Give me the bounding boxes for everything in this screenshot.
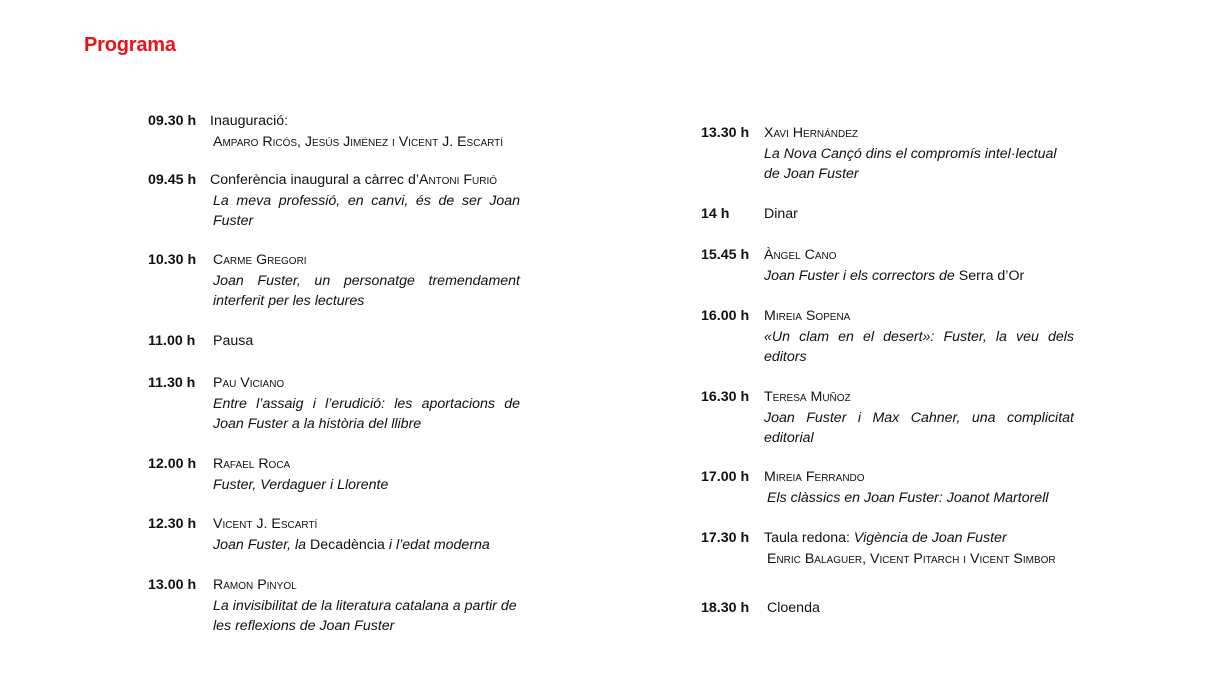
session-speaker: Xavi Hernández — [764, 125, 859, 141]
session-speaker: Pau Viciano — [213, 375, 285, 391]
session-time: 09.30 h — [148, 113, 197, 129]
schedule-item — [148, 373, 520, 435]
session-talk-title: Entre l’assaig i l’erudició: les aportacions de Joan Fuster a la història del llibre — [213, 395, 520, 432]
session-time: 12.30 h — [148, 516, 197, 532]
session-talk-title: La Nova Cançó dins el compromís intel·lectual de Joan Fuster — [764, 145, 1057, 182]
schedule-item — [148, 454, 388, 495]
session-time: 13.00 h — [148, 577, 197, 593]
session-time: 13.30 h — [701, 125, 750, 141]
session-time: 11.00 h — [148, 333, 196, 349]
session-label: Inauguració: — [210, 113, 289, 129]
schedule-item — [701, 306, 1074, 368]
session-speaker: Ramon Pinyol — [213, 577, 297, 593]
session-speakers: Amparo Ricós, Jesús Jiménez i Vicent J. Escartí — [213, 133, 504, 150]
session-speaker: Àngel Cano — [764, 247, 837, 263]
session-talk-title: Joan Fuster i els correctors de Serra d’Or — [764, 267, 1025, 284]
session-talk-title: Els clàssics en Joan Fuster: Joanot Martorell — [767, 489, 1049, 506]
session-time: 09.45 h — [148, 172, 197, 188]
session-time: 12.00 h — [148, 456, 197, 472]
session-talk-title: Joan Fuster, un personatge tremendament interferit per les lectures — [213, 272, 520, 309]
session-speaker: Antoni Furió — [419, 172, 497, 188]
session-time: 18.30 h — [701, 600, 750, 616]
page-title: Programa — [84, 34, 176, 56]
session-speaker: Rafael Roca — [213, 456, 291, 472]
session-talk-title: Joan Fuster, la Decadència i l’edat moderna — [213, 536, 490, 553]
schedule-item — [701, 528, 1056, 569]
session-talk-title: La meva professió, en canvi, és de ser Joan Fuster — [213, 192, 520, 229]
session-talk-title: Joan Fuster i Max Cahner, una complicitat editorial — [764, 409, 1074, 446]
session-speaker: Mireia Ferrando — [764, 469, 865, 485]
schedule-item — [148, 111, 503, 152]
session-speaker: Teresa Muñoz — [764, 389, 851, 405]
session-talk-title: Fuster, Verdaguer i Llorente — [213, 476, 389, 493]
session-time: 11.30 h — [148, 375, 196, 391]
session-label: Pausa — [213, 333, 254, 349]
schedule-item — [701, 598, 820, 619]
schedule-item — [148, 170, 520, 232]
schedule-item — [701, 245, 1024, 286]
schedule-item — [701, 387, 1074, 449]
session-speaker: Mireia Sopena — [764, 308, 851, 324]
session-time: 17.00 h — [701, 469, 750, 485]
schedule-item — [148, 575, 520, 637]
session-speaker: Carme Gregori — [213, 252, 307, 268]
schedule-item — [148, 250, 520, 312]
session-speakers: Enric Balaguer, Vicent Pitarch i Vicent Simbor — [767, 550, 1056, 567]
session-time: 15.45 h — [701, 247, 750, 263]
session-label: Cloenda — [767, 600, 820, 616]
session-label: Dinar — [764, 206, 798, 222]
schedule-item — [148, 514, 490, 555]
session-label: Conferència inaugural a càrrec d’ — [210, 172, 419, 188]
schedule-item — [701, 123, 1074, 185]
session-time: 10.30 h — [148, 252, 197, 268]
schedule-item — [148, 331, 253, 352]
session-label: Taula redona: Vigència de Joan Fuster — [764, 530, 1007, 546]
session-talk-title: «Un clam en el desert»: Fuster, la veu dels editors — [764, 328, 1074, 365]
session-speaker: Vicent J. Escartí — [213, 516, 318, 532]
session-talk-title: La invisibilitat de la literatura catalana a partir de les reflexions de Joan Fuster — [213, 597, 517, 634]
session-time: 16.00 h — [701, 308, 750, 324]
session-time: 14 h — [701, 206, 730, 222]
session-time: 16.30 h — [701, 389, 750, 405]
schedule-item — [701, 467, 1049, 508]
schedule-item — [701, 204, 798, 225]
session-time: 17.30 h — [701, 530, 750, 546]
